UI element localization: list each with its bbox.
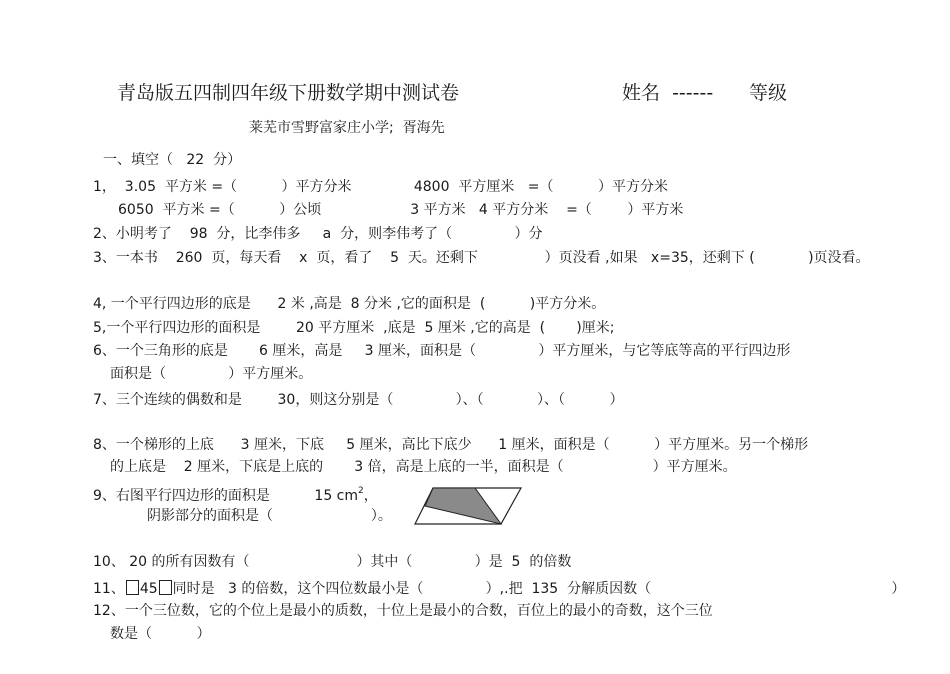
- question-4: 4, 一个平行四边形的底是 2 米 ,高是 8 分米 ,它的面积是 ( )平方分米。: [93, 296, 606, 312]
- question-11-text: 同时是 3 的倍数，这个四位数最小是（ ）,.把 135 分解质因数（ ）: [172, 581, 906, 597]
- section-heading: 一、填空（ 22 分）: [103, 152, 242, 168]
- question-9-text: 9、右图平行四边形的面积是 15 cm: [93, 488, 359, 504]
- page-title: 青岛版五四制四年级下册数学期中测试卷: [117, 82, 460, 104]
- question-8-line-1: 8、一个梯形的上底 3 厘米，下底 5 厘米，高比下底少 1 厘米，面积是（ ）平方厘米。另一个梯形: [93, 437, 809, 453]
- question-8-line-2: 的上底是 2 厘米，下底是上底的 3 倍，高是上底的一半，面积是（ ）平方厘米。: [110, 459, 737, 475]
- question-5: 5,一个平行四边形的面积是 20 平方厘米 ,底是 5 厘米 ,它的高是 ( )厘米;: [93, 320, 615, 336]
- question-10: 10、 20 的所有因数有（ ）其中（ ）是 5 的倍数: [93, 554, 572, 570]
- name-label: 姓名 ------: [622, 82, 714, 104]
- question-7: 7、三个连续的偶数和是 30，则这分别是（ ）、（ ）、（ ）: [93, 392, 624, 408]
- question-1-line-1: 1， 3.05 平方米 =（ ）平方分米 4800 平方厘米 =（ ）平方分米: [93, 179, 668, 195]
- question-6-line-1: 6、一个三角形的底是 6 厘米，高是 3 厘米，面积是（ ）平方厘米，与它等底等高的平行四边形: [93, 343, 791, 359]
- blank-digit-box: [126, 580, 139, 595]
- question-11-digits: 45: [139, 581, 158, 597]
- level-label: 等级: [749, 82, 788, 104]
- question-12-line-1: 12、一个三位数，它的个位上是最小的质数，十位上是最小的合数，百位上的最小的奇数，这个三位: [93, 603, 713, 619]
- question-1-line-2: 6050 平方米 =（ ）公顷 3 平方米 4 平方分米 =（ ）平方米: [118, 202, 684, 218]
- question-9-line-2: 阴影部分的面积是（ ）。: [147, 508, 392, 524]
- question-6-line-2: 面积是（ ）平方厘米。: [110, 366, 313, 382]
- question-11-prefix: 11、: [93, 581, 125, 597]
- parallelogram-figure: [413, 486, 525, 528]
- question-12-line-2: 数是（ ）: [110, 626, 211, 642]
- question-9-line-1: [93, 487, 378, 503]
- area-unit-superscript: 2: [358, 486, 364, 496]
- blank-digit-box: [159, 580, 172, 595]
- school-author-line: 莱芜市雪野富家庄小学; 胥海先: [249, 120, 445, 136]
- question-2: 2、小明考了 98 分，比李伟多 a 分，则李伟考了（ ）分: [93, 226, 543, 242]
- question-3: 3、一本书 260 页，每天看 x 页，看了 5 天。还剩下 ）页没看 ,如果 x=35，还剩下 ( )页没看。: [93, 250, 870, 266]
- question-11: [93, 580, 905, 596]
- question-9-punct: ，: [363, 488, 378, 504]
